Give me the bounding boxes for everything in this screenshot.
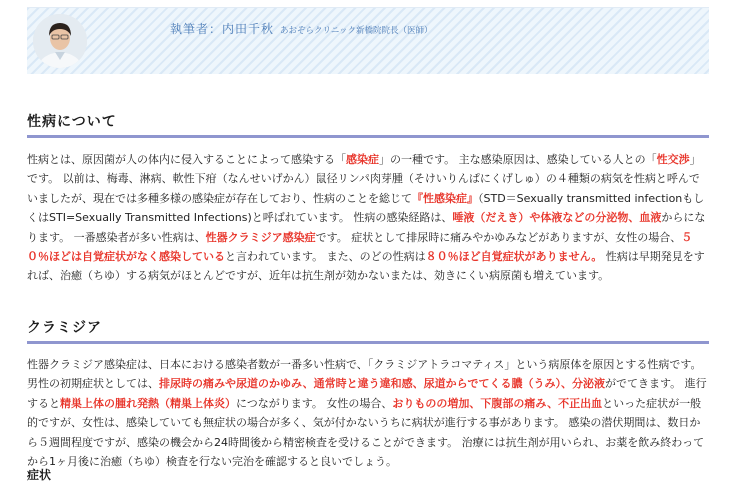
highlighted-text: おりものの増加、下腹部の痛み、不正出血 xyxy=(392,396,603,410)
section-body-std xyxy=(27,150,709,286)
highlighted-text: 『性感染症』 xyxy=(412,191,478,205)
section-body-chlamydia xyxy=(27,355,709,471)
body-text: 」です。 以前は、梅毒、淋病、軟性下疳（なんせいげかん）鼠径リンパ肉芽腫（そけいりんぱにくげしゅ）の４種類の病気を性病と呼んでいましたが、現在では多種多様の感染症が存在しており、性病のことを総じて xyxy=(27,153,701,205)
body-text: 性病は早期発見をすれば、治癒（ちゆ）する病気がほとんどですが、近年は抗生剤が効かないまたは、効きにくい病原菌も増えています。 xyxy=(27,250,705,283)
doctor-portrait-icon xyxy=(33,14,87,68)
highlighted-text: 精巣上体の腫れ発熱（精巣上体炎） xyxy=(60,396,236,410)
body-text: （STD＝Sexually transmitted infectionもしくはSTI=Sexually Transmitted Infections)と呼ばれています。 性病の感染経路は、 xyxy=(27,191,705,225)
highlighted-text: 性交渉 xyxy=(656,153,690,166)
author-name: 執筆者：内田千秋 xyxy=(170,22,275,36)
body-text: といった症状が一般的ですが、女性は、感染していても無症状の場合が多く、気が付かないうちに病状が進行する事があります。 感染の潜伏期間は、数日から５週間程度ですが、感染の機会から24時間後から精密検査を受けることができます。 治療には抗生剤が用いられ、お薬を飲み終わってから1ヶ月後に治癒（ちゆ）検査を行ない完治を確認すると良いでしょう。 xyxy=(27,396,705,469)
highlighted-text: 唾液（だえき）や体液などの分泌物、血液 xyxy=(452,211,662,225)
section-title-std: 性病について xyxy=(27,111,709,138)
body-text: からになります。 一番感染者が多い性病は、 xyxy=(27,211,706,244)
author-line xyxy=(170,18,433,37)
highlighted-text: 感染症 xyxy=(346,153,379,166)
highlighted-text: 排尿時の痛みや尿道のかゆみ、通常時と違う違和感、尿道からでてくる膿（うみ）、分泌液 xyxy=(159,377,606,391)
body-text: です。 症状として排尿時に痛みやかゆみなどがありますが、女性の場合、 xyxy=(315,230,682,244)
body-text: 」の一種です。 主な感染原因は、感染している人との「 xyxy=(379,153,657,166)
highlighted-text: ５０％ほどは自覚症状がなく感染している xyxy=(27,230,693,264)
body-text: 性器クラミジア感染症は、日本における感染者数が一番多い性病で、「クラミジアトラコマティス」という病原体を原因とする性病です。 男性の初期症状としては、 xyxy=(27,358,702,391)
body-text: につながります。 女性の場合、 xyxy=(236,396,393,410)
body-text: がでてきます。 進行すると xyxy=(27,377,707,410)
body-text: 性病とは、原因菌が人の体内に侵入することによって感染する「 xyxy=(27,153,346,166)
highlighted-text: 性器クラミジア感染症 xyxy=(205,230,316,244)
highlighted-text: ８０％ほど自覚症状がありません。 xyxy=(425,250,603,264)
author-affiliation: あおぞらクリニック新橋院院長（医師） xyxy=(280,26,433,36)
body-text: と言われています。 また、のどの性病は xyxy=(225,250,426,264)
section-title-chlamydia: クラミジア xyxy=(27,317,709,344)
subheading-symptoms: 症状 xyxy=(27,468,52,482)
author-box xyxy=(27,7,709,74)
author-avatar xyxy=(33,14,87,68)
